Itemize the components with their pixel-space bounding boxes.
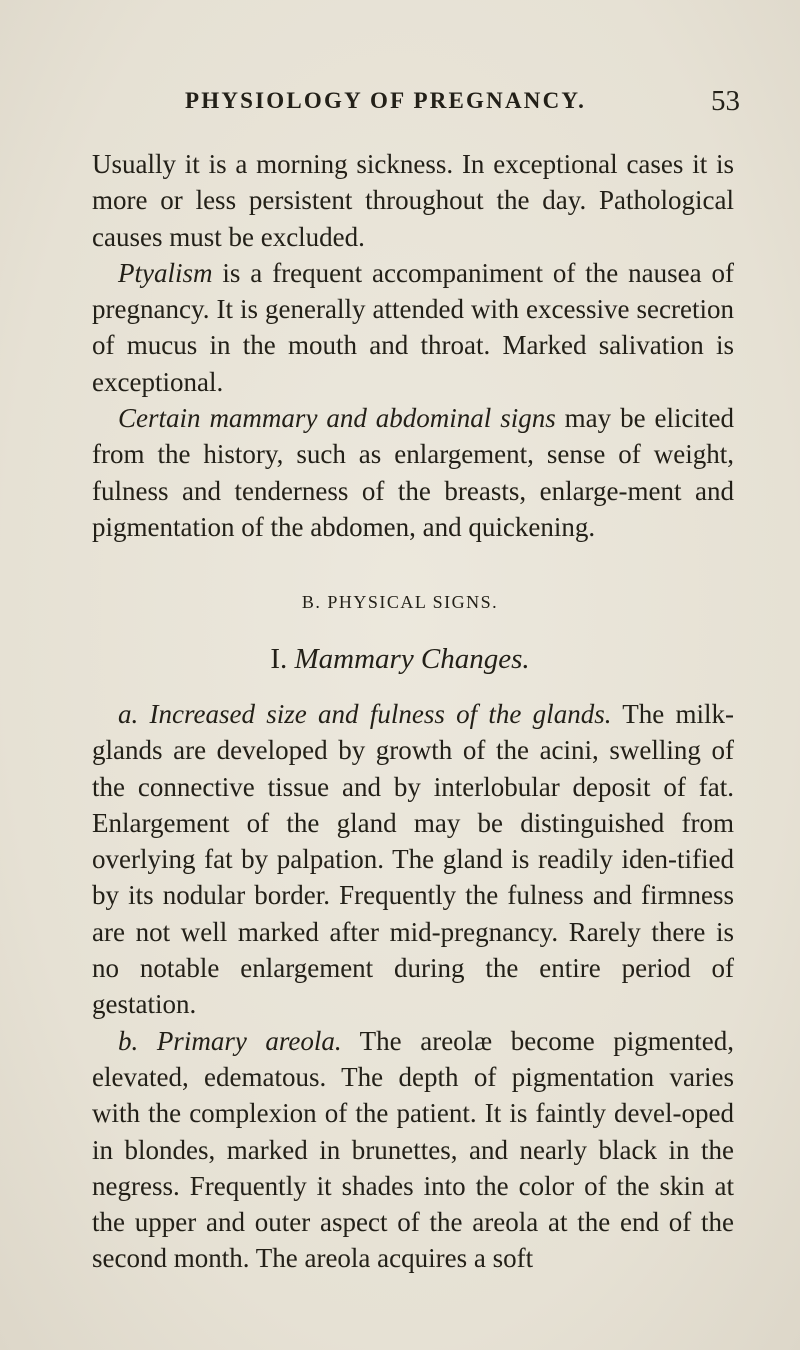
sub-heading-title: Mammary Changes.: [294, 643, 530, 675]
paragraph: [92, 255, 734, 400]
paragraph-text: is a frequent accompaniment of the nausea of pregnancy. It is generally attended with excessive secretion of mucus in the mouth and throat. Marked salivation is exceptional.: [92, 257, 734, 397]
paragraph: [92, 400, 734, 545]
sub-heading-number: I.: [270, 643, 288, 675]
paragraph-text: Usually it is a morning sickness. In exceptional cases it is more or less persistent throughout the day. Pathological causes must be excluded.: [92, 149, 734, 252]
body-text-bottom: [92, 696, 734, 1277]
page-header: [0, 85, 800, 128]
body-text-top: [92, 146, 734, 545]
paragraph-text: may be elicited from the history, such as enlargement, sense of weight, fulness and tenderness of the breasts, enlarge-ment and pigmentation of the abdomen, and quickening.: [92, 403, 734, 542]
paragraph-lead: b. Primary areola.: [118, 1025, 342, 1056]
paragraph-lead: a. Increased size and fulness of the glands.: [118, 699, 612, 729]
paragraph: [92, 146, 734, 255]
paragraph: [92, 696, 734, 1023]
page-number: 53: [711, 85, 740, 117]
section-heading: B. PHYSICAL SIGNS.: [301, 592, 499, 612]
running-head: PHYSIOLOGY OF PREGNANCY.: [185, 88, 587, 113]
paragraph-text: The areolæ become pigmented, elevated, edematous. The depth of pigmentation varies with the complexion of the patient. It is faintly devel-oped in blondes, marked in brunettes, and nearly black in the negress. Frequently it shades into the color of the skin at the upper and outer aspect of the areola at the end of the second month. The areola acquires a soft: [92, 1025, 734, 1274]
paragraph-lead: Certain mammary and abdominal signs: [118, 403, 556, 434]
paragraph-lead: Ptyalism: [118, 257, 213, 288]
sub-heading: [0, 643, 800, 676]
paragraph-text: The milk-glands are developed by growth of the acini, swelling of the connective tissue and by interlobular deposit of fat. Enlargement of the gland may be distinguished from overlying fat by palpation. The gland is readily iden-tified by its nodular border. Frequently the fulness and firmness are not well marked after mid-pregnancy. Rarely there is no notable enlargement during the entire period of gestation.: [92, 699, 735, 1020]
paragraph: [92, 1023, 734, 1277]
